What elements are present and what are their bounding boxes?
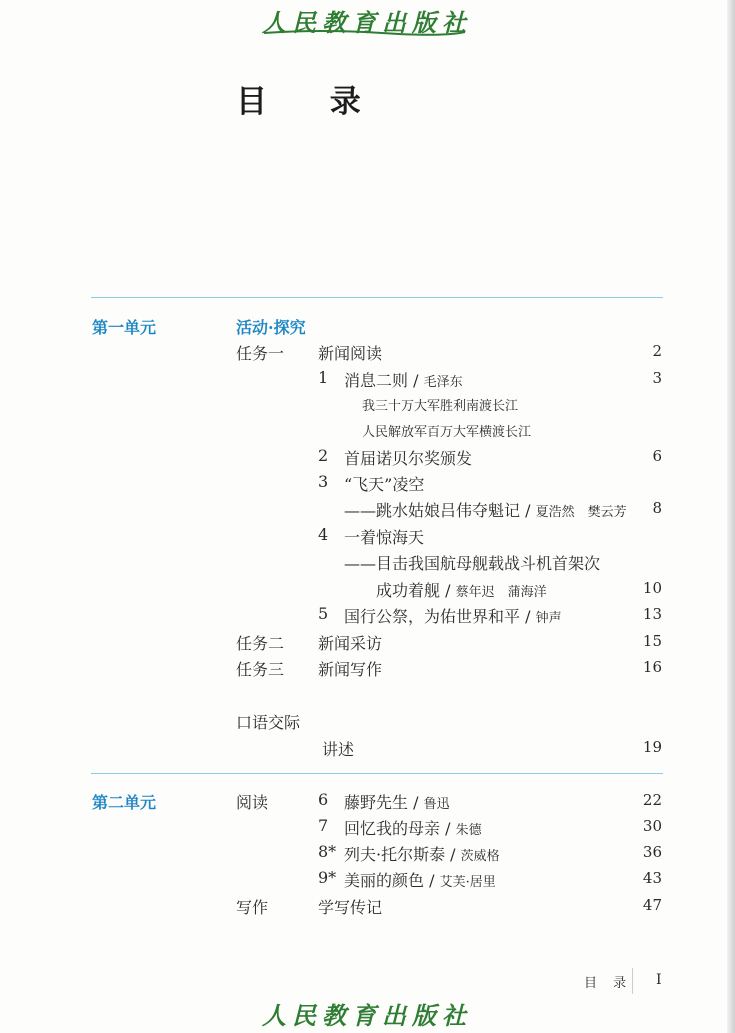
toc-page-number: 10 — [642, 579, 662, 597]
toc-author: 毛泽东 — [423, 375, 463, 390]
toc-entry-title[interactable]: 回忆我的母亲 / 朱德 — [344, 819, 482, 838]
toc-page-number: 16 — [642, 658, 662, 676]
toc-task-label: 任务一 — [236, 344, 285, 363]
toc-entry-title[interactable]: 列夫·托尔斯泰 / 茨威格 — [344, 845, 500, 864]
toc-entry-title[interactable]: 国行公祭，为佑世界和平 / 钟声 — [344, 607, 562, 626]
publisher-logo-top — [262, 3, 472, 37]
toc-author: 钟声 — [535, 611, 562, 626]
publisher-logo-text: 人民教育出版社 — [262, 1001, 472, 1030]
footer-page-number: I — [656, 972, 662, 988]
toc-page-number: 6 — [652, 447, 662, 465]
toc-entry-number: 1 — [318, 368, 329, 387]
toc-page-number: 3 — [652, 369, 662, 387]
toc-entry-title[interactable]: 一着惊海天 — [344, 528, 425, 547]
toc-page-number: 47 — [642, 896, 662, 914]
toc-entry-number: 7 — [318, 816, 329, 835]
toc-page-number: 43 — [642, 869, 662, 887]
unit-1-section: 活动·探究 — [236, 318, 306, 337]
toc-entry-title[interactable]: 新闻写作 — [318, 660, 383, 679]
toc-entry-subtitle: ——跳水姑娘吕伟夺魁记 / 夏浩然 樊云芳 — [344, 501, 627, 520]
toc-entry-title[interactable]: 新闻采访 — [318, 634, 383, 653]
publisher-logo-text: 人民教育出版社 — [262, 8, 472, 37]
toc-entry-number: 8* — [318, 842, 337, 861]
toc-author: 蔡年迟 蒲海洋 — [455, 585, 547, 600]
toc-entry-number: 5 — [318, 604, 329, 623]
toc-author: 艾芙·居里 — [439, 875, 496, 890]
toc-entry-number: 4 — [318, 525, 329, 544]
toc-page-number: 2 — [652, 342, 662, 360]
toc-task-label: 任务三 — [236, 660, 285, 679]
publisher-logo-bottom — [262, 996, 472, 1030]
toc-page-number: 19 — [642, 738, 662, 756]
unit-divider — [91, 773, 663, 774]
page-edge-shadow — [727, 0, 735, 1033]
toc-task-label: 口语交际 — [236, 713, 301, 732]
toc-author: 茨威格 — [460, 849, 500, 864]
toc-entry-title[interactable]: 美丽的颜色 / 艾芙·居里 — [344, 871, 496, 890]
toc-page-number: 22 — [642, 791, 662, 809]
toc-entry-subtitle: 成功着舰 / 蔡年迟 蒲海洋 — [376, 581, 547, 600]
toc-page-number: 8 — [652, 499, 662, 517]
toc-entry-title[interactable]: 首届诺贝尔奖颁发 — [344, 449, 473, 468]
unit-divider — [91, 297, 663, 298]
toc-entry-number: 6 — [318, 790, 329, 809]
toc-entry-title[interactable]: 新闻阅读 — [318, 344, 383, 363]
unit-2-name: 第二单元 — [92, 793, 157, 812]
toc-entry-title[interactable]: 讲述 — [322, 740, 355, 759]
footer-divider — [632, 968, 633, 994]
toc-entry-number: 9* — [318, 868, 337, 887]
toc-entry-title[interactable]: “飞天”凌空 — [344, 475, 425, 494]
toc-task-label: 任务二 — [236, 634, 285, 653]
logo-underline-icon — [262, 29, 467, 37]
toc-page-number: 15 — [642, 632, 662, 650]
page-title: 目 录 — [236, 84, 387, 120]
footer-label: 目 录 — [584, 976, 633, 991]
toc-entry-number: 2 — [318, 446, 329, 465]
toc-sub-entry: 我三十万大军胜利南渡长江 — [362, 399, 519, 414]
toc-task-label: 阅读 — [236, 793, 269, 812]
toc-author: 鲁迅 — [423, 797, 450, 812]
toc-page-number: 36 — [642, 843, 662, 861]
toc-entry-title[interactable]: 消息二则 / 毛泽东 — [344, 371, 463, 390]
toc-entry-number: 3 — [318, 472, 329, 491]
toc-author: 夏浩然 樊云芳 — [535, 505, 627, 520]
toc-task-label: 写作 — [236, 898, 269, 917]
toc-sub-entry: 人民解放军百万大军横渡长江 — [362, 425, 532, 440]
toc-page-number: 13 — [642, 605, 662, 623]
toc-author: 朱德 — [455, 823, 482, 838]
toc-entry-title[interactable]: 学写传记 — [318, 898, 383, 917]
toc-entry-title[interactable]: 藤野先生 / 鲁迅 — [344, 793, 450, 812]
toc-page-number: 30 — [642, 817, 662, 835]
unit-1-name: 第一单元 — [92, 318, 157, 337]
toc-entry-subtitle: ——目击我国航母舰载战斗机首架次 — [344, 554, 601, 573]
